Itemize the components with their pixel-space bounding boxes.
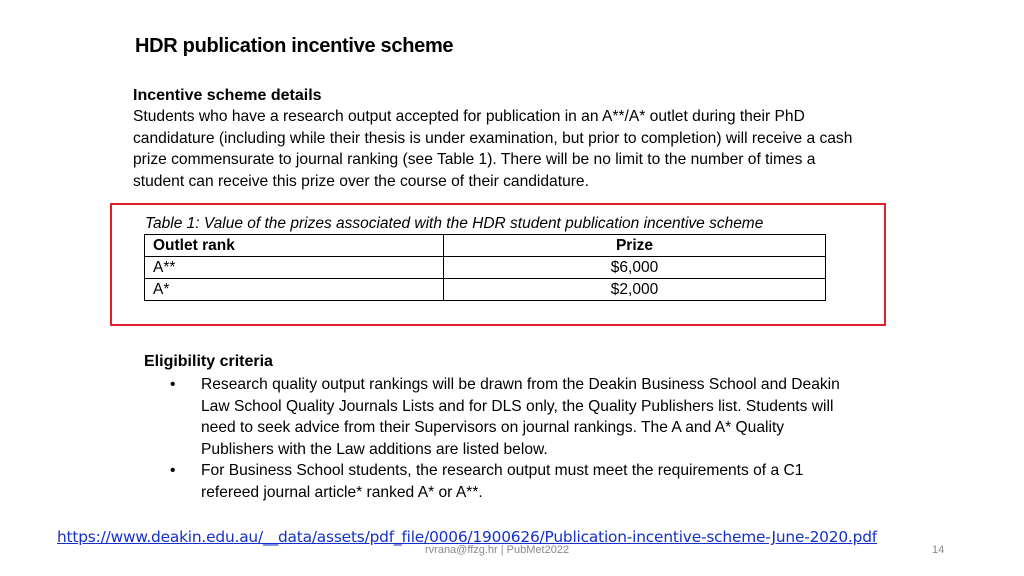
table-row bbox=[145, 257, 826, 279]
incentive-paragraph bbox=[133, 106, 893, 192]
prize-cell: $6,000 bbox=[444, 257, 826, 279]
paragraph-line: Students who have a research output accepted for publication in an A**/A* outlet during their PhD bbox=[133, 108, 805, 125]
list-item-line: Law School Quality Journals Lists and for DLS only, the Quality Publishers list. Students will bbox=[201, 397, 834, 415]
list-item bbox=[166, 460, 886, 503]
paragraph-line: student can receive this prize over the course of their candidature. bbox=[133, 172, 589, 190]
header-prize: Prize bbox=[444, 235, 826, 257]
bullet-icon: • bbox=[170, 376, 176, 393]
prize-table bbox=[144, 234, 826, 301]
list-item-line: refereed journal article* ranked A* or A**. bbox=[201, 483, 483, 501]
list-item bbox=[166, 374, 886, 460]
list-item-line: Research quality output rankings will be drawn from the Deakin Business School and Deakin bbox=[201, 376, 840, 393]
eligibility-heading: Eligibility criteria bbox=[144, 353, 273, 370]
eligibility-list bbox=[166, 374, 886, 503]
header-outlet-rank: Outlet rank bbox=[145, 235, 444, 257]
footer-text: rvrana@ffzg.hr | PubMet2022 bbox=[425, 544, 570, 556]
paragraph-line: candidature (including while their thesis is under examination, but prior to completion) will receive a cash bbox=[133, 129, 853, 147]
rank-cell: A* bbox=[145, 279, 444, 301]
source-link[interactable]: https://www.deakin.edu.au/__data/assets/pdf_file/0006/1900626/Publication-incentive-scheme-June-2020.pdf bbox=[57, 528, 877, 546]
prize-cell: $2,000 bbox=[444, 279, 826, 301]
table-header-row bbox=[145, 235, 826, 257]
list-item-line: need to seek advice from their Supervisors on journal rankings. The A and A* Quality bbox=[201, 419, 785, 436]
table-caption: Table 1: Value of the prizes associated with the HDR student publication incentive scheme bbox=[145, 215, 764, 232]
list-item-line: For Business School students, the research output must meet the requirements of a C1 bbox=[201, 462, 804, 479]
document-title: HDR publication incentive scheme bbox=[135, 35, 454, 57]
table-row bbox=[145, 279, 826, 301]
incentive-heading: Incentive scheme details bbox=[133, 87, 322, 104]
list-item-line: Publishers with the Law additions are listed below. bbox=[201, 440, 548, 458]
bullet-icon: • bbox=[170, 462, 176, 479]
page-number: 14 bbox=[932, 544, 945, 556]
rank-cell: A** bbox=[145, 257, 444, 279]
paragraph-line: prize commensurate to journal ranking (see Table 1). There will be no limit to the number of times a bbox=[133, 151, 816, 168]
